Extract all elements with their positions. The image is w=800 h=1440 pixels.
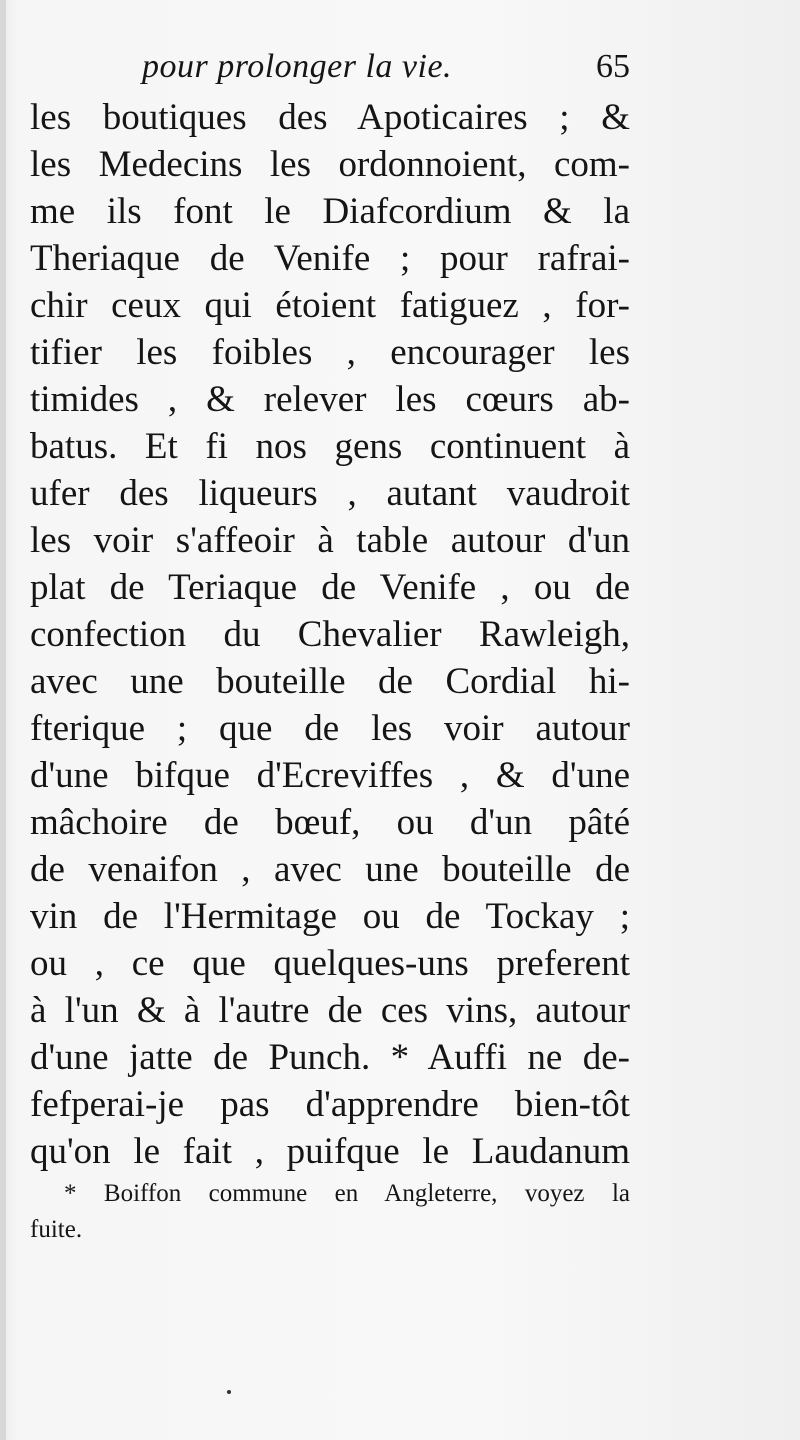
text-line: avec une bouteille de Cordial hi- [30, 661, 630, 702]
running-head [30, 48, 630, 92]
page-edge-shadow [0, 0, 6, 1440]
text-line: à l'un & à l'autre de ces vins, autour [30, 990, 630, 1031]
text-line: fterique ; que de les voir autour [30, 708, 630, 749]
text-line: me ils font le Diafcordium & la [30, 191, 630, 232]
text-line: d'une jatte de Punch. * Auffi ne de- [30, 1037, 630, 1078]
text-line: vin de l'Hermitage ou de Tockay ; [30, 896, 630, 937]
footnote-line: * Boiffon commune en Angleterre, voyez la [64, 1180, 630, 1207]
text-line: timides , & relever les cœurs ab- [30, 379, 630, 420]
text-line: plat de Teriaque de Venife , ou de [30, 567, 630, 608]
text-line: d'une bifque d'Ecreviffes , & d'une [30, 755, 630, 796]
text-line: ou , ce que quelques-uns preferent [30, 943, 630, 984]
footnote [30, 1176, 630, 1248]
text-line: batus. Et fi nos gens continuent à [30, 426, 630, 467]
text-line: qu'on le fait , puifque le Laudanum [30, 1131, 630, 1172]
text-line: Theriaque de Venife ; pour rafrai- [30, 238, 630, 279]
text-line: tifier les foibles , encourager les [30, 332, 630, 373]
text-line: ufer des liqueurs , autant vaudroit [30, 473, 630, 514]
page-number: 65 [596, 48, 630, 85]
body-text [30, 94, 630, 1175]
text-line: chir ceux qui étoient fatiguez , for- [30, 285, 630, 326]
text-line: les boutiques des Apoticaires ; & [30, 97, 630, 138]
text-line: fefperai-je pas d'apprendre bien-tôt [30, 1084, 630, 1125]
text-line: de venaifon , avec une bouteille de [30, 849, 630, 890]
text-line: les voir s'affeoir à table autour d'un [30, 520, 630, 561]
footnote-line: fuite. [30, 1216, 83, 1243]
running-title: pour prolonger la vie. [142, 48, 453, 85]
text-line: mâchoire de bœuf, ou d'un pâté [30, 802, 630, 843]
ink-speck [227, 1390, 231, 1394]
text-line: les Medecins les ordonnoient, com- [30, 144, 630, 185]
text-line: confection du Chevalier Rawleigh, [30, 614, 630, 655]
